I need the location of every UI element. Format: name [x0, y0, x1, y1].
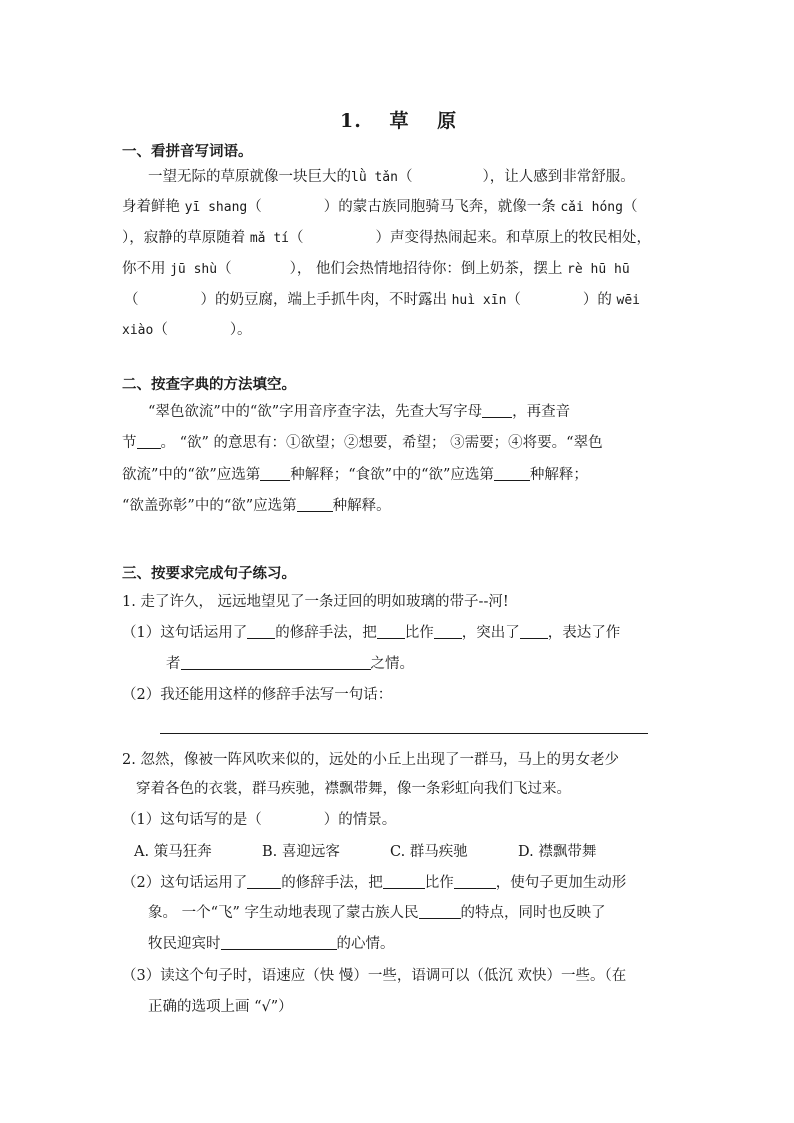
section-3-heading: 三、按要求完成句子练习。 [122, 565, 296, 582]
q2-part3-line2: 正确的选项上画 “√”） [148, 999, 293, 1015]
answer-blank[interactable] [434, 624, 462, 639]
q2-part2-line2: 象。 一个“飞” 字生动地表现了蒙古族人民 的特点，同时也反映了 [148, 905, 606, 921]
answer-blank[interactable] [137, 434, 161, 449]
section-2-heading: 二、按查字典的方法填空。 [122, 376, 296, 393]
pinyin-ma-ti: mǎ tí [249, 231, 289, 246]
q1-part1-line2: 者 之情。 [166, 656, 414, 672]
q2-sentence-line2: 穿着各色的衣裳，群马疾驰，襟飘带舞，像一条彩虹向我们飞过来。 [136, 781, 571, 797]
answer-blank[interactable] [520, 624, 548, 639]
answer-blank[interactable] [181, 655, 371, 670]
answer-blank[interactable] [260, 466, 290, 481]
s1-line-3: ），寂静的草原随着 mǎ tí（ ）声变得热闹起来。和草原上的牧民相处， [122, 230, 651, 246]
q1-answer-line[interactable] [160, 733, 648, 734]
q2-part1: （1）这句话写的是（ ）的情景。 [122, 812, 397, 828]
answer-blank[interactable] [247, 624, 275, 639]
s1-line-5: （ ）的奶豆腐，端上手抓牛肉，不时露出 huì xīn（ ）的 wēi [124, 292, 640, 308]
s1-line-2: 身着鲜艳 yī shang（ ）的蒙古族同胞骑马飞奔，就像一条 cǎi hóng（ [122, 199, 638, 215]
section-1-heading: 一、看拼音写词语。 [122, 143, 253, 160]
q2-option-c[interactable]: C. 群马疾驰 [390, 844, 468, 860]
q2-part2-line1: （2）这句话运用了 的修辞手法，把 比作 ，使句子更加生动形 [122, 875, 627, 891]
page-title: 1. 草 原 [340, 110, 458, 132]
pinyin-hui-xin: huì xīn [451, 293, 507, 308]
answer-blank[interactable] [454, 874, 496, 889]
pinyin-lv-tan: lǜ tǎn [351, 170, 398, 185]
q1-part1-line1: （1）这句话运用了 的修辞手法，把 比作 ，突出了 ，表达了作 [122, 625, 621, 641]
q2-part3-line1: （3）读这个句子时，语速应（快 慢）一些，语调可以（低沉 欢快）一些。（在 [122, 968, 627, 984]
s1-line-1: 一望无际的草原就像一块巨大的lǜ tǎn（ ），让人感到非常舒服。 [148, 169, 635, 185]
s2-line-2: 节 。 “欲” 的意思有：①欲望；②想要，希望； ③需要；④将要。“翠色 [122, 435, 603, 451]
s1-line-6: xiào（ ）。 [122, 322, 252, 338]
q1-part2: （2）我还能用这样的修辞手法写一句话： [122, 687, 393, 703]
answer-blank[interactable] [494, 466, 530, 481]
pinyin-xiao: xiào [122, 323, 154, 338]
q2-option-a[interactable]: A. 策马狂奔 [134, 844, 212, 860]
pinyin-wei: wēi [616, 293, 640, 308]
pinyin-cai-hong: cǎi hóng [560, 200, 623, 215]
pinyin-yi-shang: yī shang [184, 200, 248, 215]
s1-line-4: 你不用 jū shù（ ）， 他们会热情地招待你：倒上奶茶，摆上 rè hū hū [122, 261, 630, 277]
q1-sentence: 1. 走了许久， 远远地望见了一条迂回的明如玻璃的带子--河! [122, 594, 509, 610]
answer-blank[interactable] [482, 403, 512, 418]
answer-blank[interactable] [297, 497, 333, 512]
answer-blank[interactable] [377, 624, 405, 639]
answer-blank[interactable] [419, 904, 461, 919]
answer-blank[interactable] [247, 874, 281, 889]
pinyin-ju-shu: jū shù [170, 262, 218, 277]
q2-option-d[interactable]: D. 襟飘带舞 [518, 844, 597, 860]
q2-part2-line3: 牧民迎宾时 的心情。 [148, 936, 395, 952]
answer-blank[interactable] [383, 874, 425, 889]
s2-line-4: “欲盖弥彰”中的“欲”应选第 种解释。 [122, 498, 391, 514]
q2-sentence-line1: 2. 忽然，像被一阵风吹来似的，远处的小丘上出现了一群马，马上的男女老少 [122, 752, 619, 768]
answer-blank[interactable] [221, 935, 337, 950]
q2-option-b[interactable]: B. 喜迎远客 [262, 844, 340, 860]
s2-line-3: 欲流”中的“欲”应选第 种解释；“食欲”中的“欲”应选第 种解释； [122, 467, 588, 483]
pinyin-re-hu-hu: rè hū hū [567, 262, 630, 277]
s2-line-1: “翠色欲流”中的“欲”字用音序查字法，先查大写字母 ，再查音 [148, 404, 571, 420]
